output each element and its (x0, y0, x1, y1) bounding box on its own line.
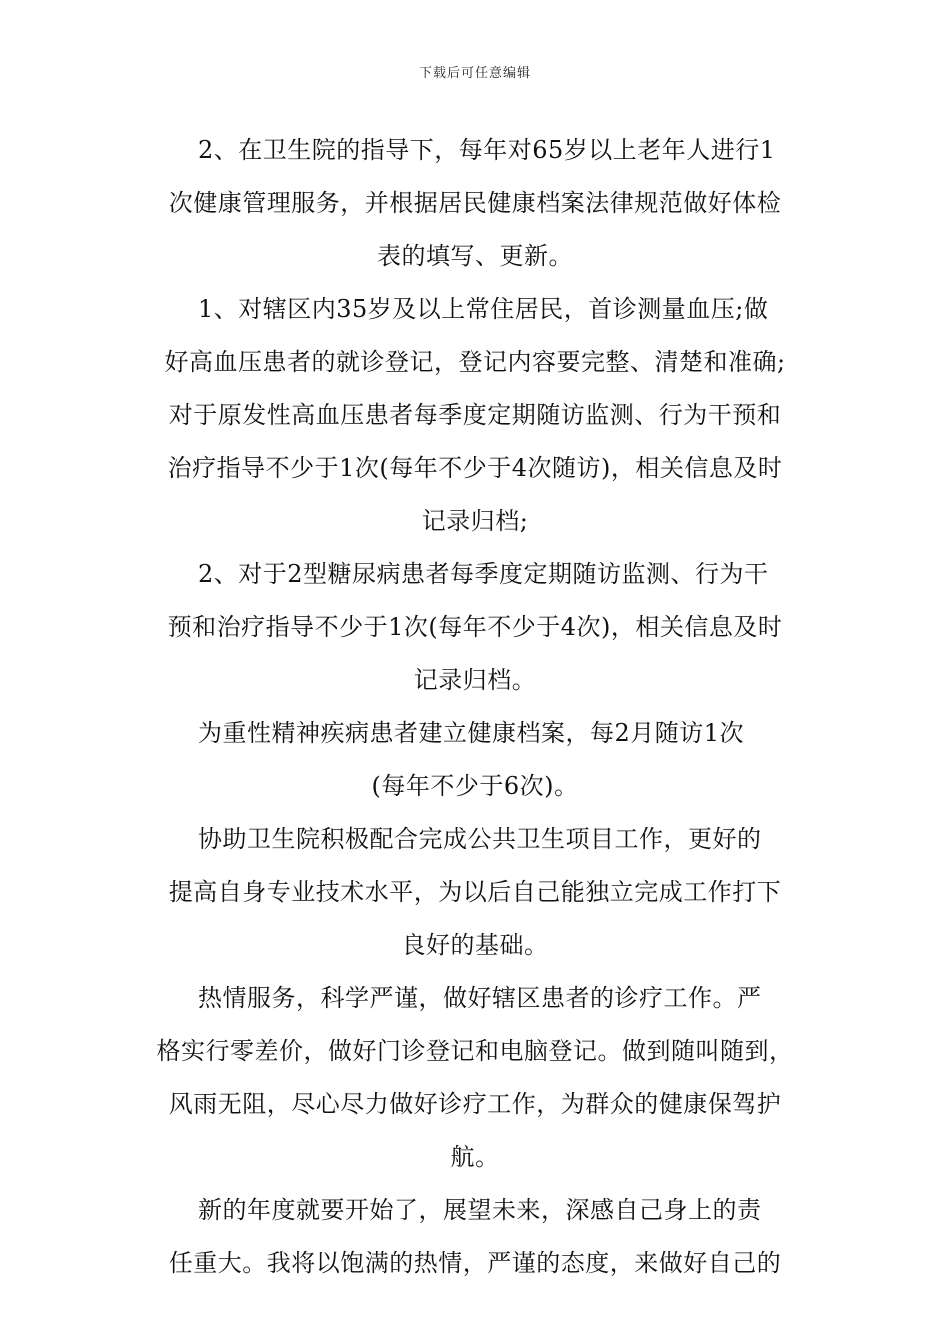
text-line: 格实行零差价，做好门诊登记和电脑登记。做到随叫随到， (156, 1037, 794, 1065)
document-body (150, 124, 800, 1290)
paragraph-elderly-health (150, 124, 800, 283)
paragraph-new-year (150, 1184, 800, 1290)
paragraph-hypertension (150, 283, 800, 548)
text-line: 为重性精神疾病患者建立健康档案，每2月随访1次 (198, 719, 745, 747)
text-line: 航。 (450, 1143, 500, 1171)
text-line: 风雨无阻，尽心尽力做好诊疗工作，为群众的健康保驾护 (168, 1090, 782, 1118)
paragraph-diabetes (150, 548, 800, 707)
text-line: 2、在卫生院的指导下，每年对65岁以上老年人进行1 (198, 136, 776, 164)
paragraph-public-health (150, 813, 800, 972)
text-line: 1、对辖区内35岁及以上常住居民，首诊测量血压;做 (198, 295, 769, 323)
text-line: 任重大。我将以饱满的热情，严谨的态度，来做好自己的 (168, 1249, 782, 1277)
text-line: 2、对于2型糖尿病患者每季度定期随访监测、行为干 (198, 560, 769, 588)
text-line: 记录归档; (421, 507, 529, 535)
text-line: 新的年度就要开始了，展望未来，深感自己身上的责 (198, 1196, 762, 1224)
text-line: 对于原发性高血压患者每季度定期随访监测、行为干预和 (168, 401, 782, 429)
text-line: 预和治疗指导不少于1次(每年不少于4次)，相关信息及时 (167, 613, 783, 641)
text-line: (每年不少于6次)。 (371, 772, 579, 800)
text-line: 提高自身专业技术水平，为以后自己能独立完成工作打下 (168, 878, 782, 906)
page-header-note: 下载后可任意编辑 (418, 66, 531, 81)
text-line: 次健康管理服务，并根据居民健康档案法律规范做好体检 (168, 189, 782, 217)
paragraph-mental-illness (150, 707, 800, 813)
text-line: 协助卫生院积极配合完成公共卫生项目工作，更好的 (198, 825, 762, 853)
text-line: 记录归档。 (413, 666, 537, 694)
text-line: 良好的基础。 (401, 931, 549, 959)
paragraph-service (150, 972, 800, 1184)
text-line: 热情服务，科学严谨，做好辖区患者的诊疗工作。严 (198, 984, 762, 1012)
text-line: 治疗指导不少于1次(每年不少于4次随访)，相关信息及时 (167, 454, 783, 482)
text-line: 好高血压患者的就诊登记，登记内容要完整、清楚和准确; (164, 348, 786, 376)
text-line: 表的填写、更新。 (377, 242, 573, 270)
